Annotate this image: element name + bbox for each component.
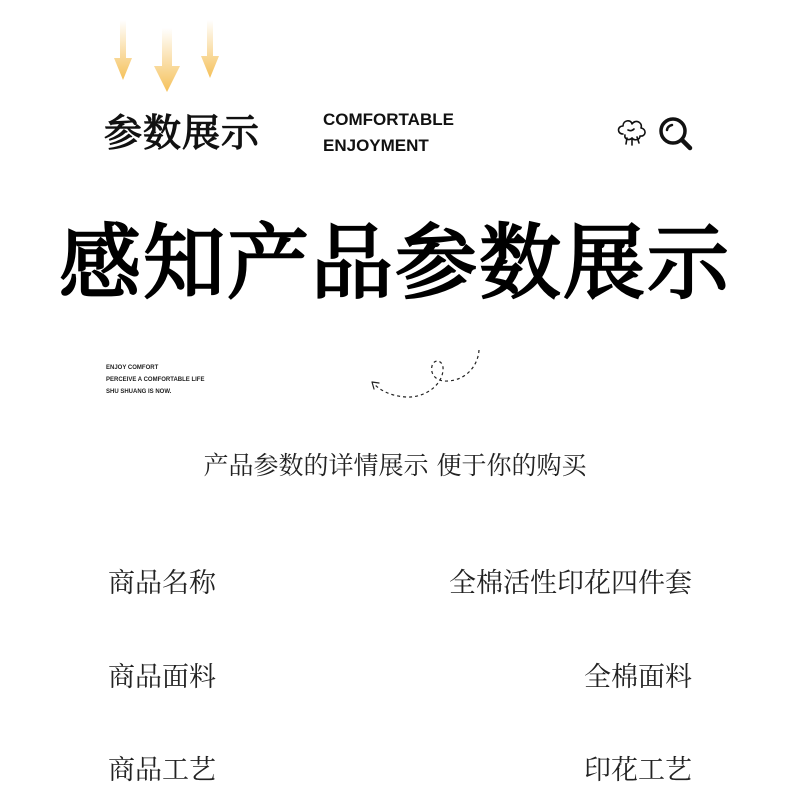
param-row xyxy=(108,561,692,601)
section-english-caption xyxy=(323,107,454,159)
param-label: 商品面料 xyxy=(108,662,216,693)
page-title: 感知产品参数展示 xyxy=(58,216,731,311)
param-value: 全棉活性印花四件套 xyxy=(449,568,692,599)
section-title: 参数展示 xyxy=(104,111,261,155)
tagline-line: PERCEIVE A COMFORTABLE LIFE xyxy=(106,377,205,383)
decorative-arrows-icon xyxy=(108,18,228,98)
cotton-icon xyxy=(614,116,648,148)
subtitle: 产品参数的详情展示 便于你的购买 xyxy=(203,451,587,480)
search-icon[interactable] xyxy=(657,115,693,151)
english-caption-line: ENJOYMENT xyxy=(323,136,429,155)
param-value: 印花工艺 xyxy=(584,755,692,786)
dashed-squiggle-arrow-icon xyxy=(366,346,486,404)
english-tagline xyxy=(106,362,204,398)
param-row xyxy=(108,655,692,695)
tagline-line: ENJOY COMFORT xyxy=(106,365,159,371)
param-label: 商品名称 xyxy=(108,568,216,599)
param-label: 商品工艺 xyxy=(108,755,216,786)
param-row xyxy=(108,748,692,788)
english-caption-line: COMFORTABLE xyxy=(323,110,454,129)
tagline-line: SHU SHUANG IS NOW. xyxy=(106,389,172,395)
param-value: 全棉面料 xyxy=(584,662,692,693)
